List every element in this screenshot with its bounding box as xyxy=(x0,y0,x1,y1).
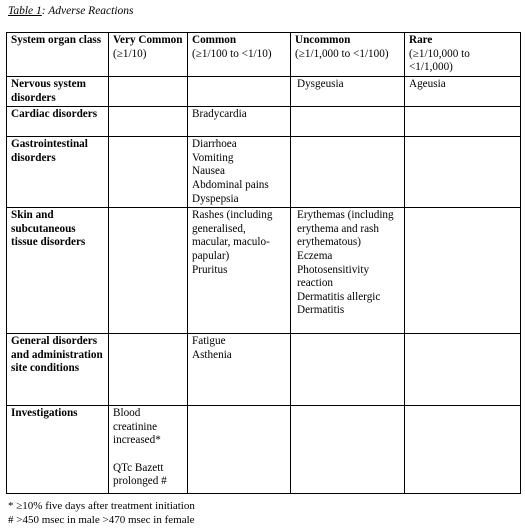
column-header-range: (≥1/10,000 to <1/1,000) xyxy=(409,47,470,74)
reaction-item: Nausea xyxy=(192,165,225,178)
column-header xyxy=(405,33,521,77)
system-organ-class-cell: Gastrointestinal disorders xyxy=(7,137,109,208)
table-row xyxy=(7,334,521,406)
table-row xyxy=(7,137,521,208)
rare-cell xyxy=(405,137,521,208)
reaction-item: Blood creatinine increased* xyxy=(113,407,161,447)
column-header-title: Uncommon xyxy=(295,34,351,46)
uncommon-cell xyxy=(291,208,405,334)
column-header-title: Common xyxy=(192,34,237,46)
uncommon-cell xyxy=(291,334,405,406)
reaction-item: Ageusia xyxy=(409,78,446,90)
column-header xyxy=(188,33,291,77)
rare-cell xyxy=(405,406,521,494)
footnote-1: * ≥10% five days after treatment initiation xyxy=(8,500,195,512)
column-header-title: System organ class xyxy=(11,34,102,46)
rare-cell xyxy=(405,208,521,334)
reaction-item: Dyspepsia xyxy=(192,192,239,205)
common-cell xyxy=(188,77,291,107)
very-common-cell xyxy=(109,77,188,107)
very-common-cell xyxy=(109,406,188,494)
reaction-item: Eczema xyxy=(297,249,333,262)
reaction-item: Erythemas (including erythema and rash erythematous) xyxy=(297,209,394,249)
common-cell xyxy=(188,208,291,334)
rare-cell xyxy=(405,77,521,107)
system-organ-class-cell: Skin and subcutaneous tissue disorders xyxy=(7,208,109,334)
reaction-item: Bradycardia xyxy=(192,108,247,121)
system-organ-class-cell: Investigations xyxy=(7,406,109,494)
column-header-title: Very Common xyxy=(113,34,183,46)
uncommon-cell xyxy=(291,77,405,107)
column-header xyxy=(109,33,188,77)
common-cell xyxy=(188,137,291,208)
reaction-item: Dermatitis allergic xyxy=(297,290,381,303)
common-cell xyxy=(188,406,291,494)
column-header-range: (≥1/100 to <1/10) xyxy=(192,47,272,60)
header-row xyxy=(7,33,521,77)
rare-cell xyxy=(405,107,521,137)
reaction-item: Vomiting xyxy=(192,151,234,164)
very-common-cell xyxy=(109,334,188,406)
reaction-item: Dysgeusia xyxy=(297,78,344,90)
table-row xyxy=(7,77,521,107)
uncommon-cell xyxy=(291,107,405,137)
adverse-reactions-table xyxy=(6,32,521,494)
table-row xyxy=(7,208,521,334)
uncommon-cell xyxy=(291,137,405,208)
reaction-item: Fatigue xyxy=(192,335,226,348)
reaction-item: Pruritus xyxy=(192,263,228,276)
very-common-cell xyxy=(109,107,188,137)
uncommon-cell xyxy=(291,406,405,494)
common-cell xyxy=(188,334,291,406)
reaction-item: Asthenia xyxy=(192,348,232,361)
table-body xyxy=(7,77,521,494)
very-common-cell xyxy=(109,208,188,334)
system-organ-class-cell: Nervous system disorders xyxy=(7,77,109,107)
table-caption xyxy=(8,5,134,17)
table-row xyxy=(7,107,521,137)
rare-cell xyxy=(405,334,521,406)
reaction-item: Diarrhoea xyxy=(192,138,237,151)
system-organ-class-cell: General disorders and administration site conditions xyxy=(7,334,109,406)
column-header-range: (≥1/1,000 to <1/100) xyxy=(295,47,389,60)
common-cell xyxy=(188,107,291,137)
table-row xyxy=(7,406,521,494)
footnote-2: # >450 msec in male >470 msec in female xyxy=(8,514,195,526)
column-header-range: (≥1/10) xyxy=(113,47,147,60)
table-title: : Adverse Reactions xyxy=(41,5,134,17)
system-organ-class-cell: Cardiac disorders xyxy=(7,107,109,137)
column-header xyxy=(291,33,405,77)
reaction-item: Abdominal pains xyxy=(192,178,269,191)
spacer xyxy=(113,448,183,462)
reaction-item: Dermatitis xyxy=(297,304,345,317)
reaction-item: QTc Bazett prolonged # xyxy=(113,461,167,488)
table-number: Table 1 xyxy=(8,5,42,17)
column-header xyxy=(7,33,109,77)
column-header-title: Rare xyxy=(409,34,433,46)
reaction-item: Rashes (including generalised, macular, maculo-papular) xyxy=(192,209,273,262)
reaction-item: Photosensitivity reaction xyxy=(297,263,370,290)
very-common-cell xyxy=(109,137,188,208)
